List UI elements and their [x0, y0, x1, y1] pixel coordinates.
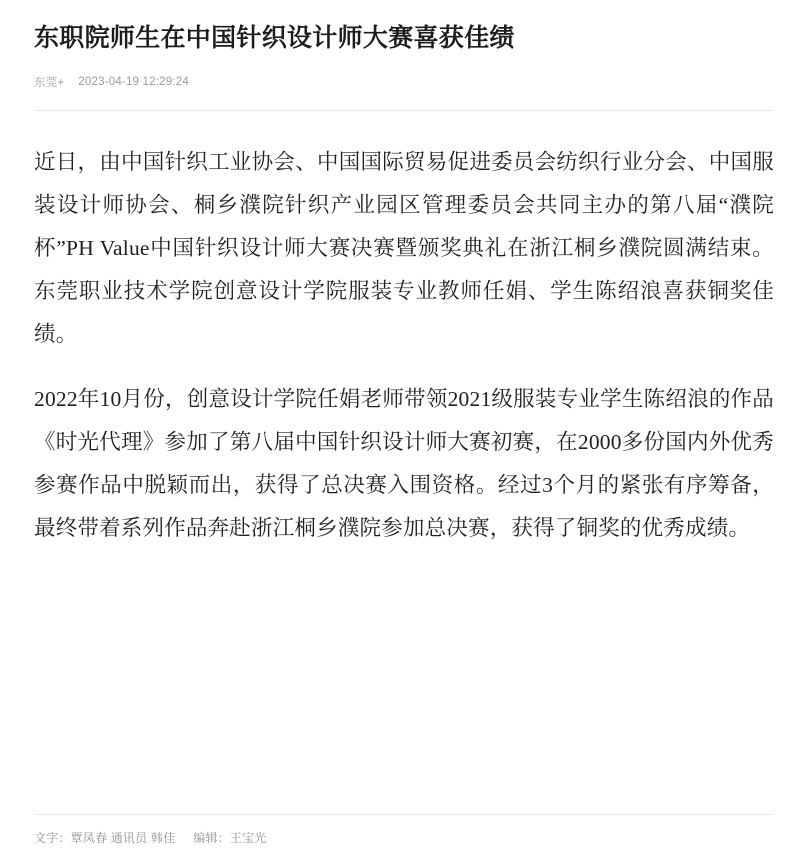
article-body	[34, 141, 774, 550]
footer-divider	[34, 814, 774, 815]
page-title: 东职院师生在中国针织设计师大赛喜获佳绩	[34, 24, 515, 52]
article-paragraph: 近日，由中国针织工业协会、中国国际贸易促进委员会纺织行业分会、中国服装设计师协会、桐乡濮院针织产业园区管理委员会共同主办的第八届“濮院杯”PH Value中国针织设计师大赛决赛暨颁奖典礼在浙江桐乡濮院圆满结束。东莞职业技术学院创意设计学院服装专业教师任娟、学生陈绍浪喜获铜奖佳绩。	[34, 149, 774, 346]
credit-editor: 编辑：王宝光	[193, 831, 267, 845]
header-divider	[34, 110, 774, 111]
credit-writer: 文字：覃凤春 通讯员 韩佳	[34, 831, 176, 845]
article-source: 东莞+	[34, 76, 65, 89]
article-timestamp: 2023-04-19 12:29:24	[78, 75, 189, 88]
article-meta	[34, 74, 774, 90]
article-footer	[34, 814, 774, 860]
article-credits	[34, 829, 774, 846]
article-paragraph: 2022年10月份，创意设计学院任娟老师带领2021级服装专业学生陈绍浪的作品《时光代理》参加了第八届中国针织设计师大赛初赛，在2000多份国内外优秀参赛作品中脱颖而出，获得了总决赛入围资格。经过3个月的紧张有序筹备，最终带着系列作品奔赴浙江桐乡濮院参加总决赛，获得了铜奖的优秀成绩。	[34, 386, 774, 540]
